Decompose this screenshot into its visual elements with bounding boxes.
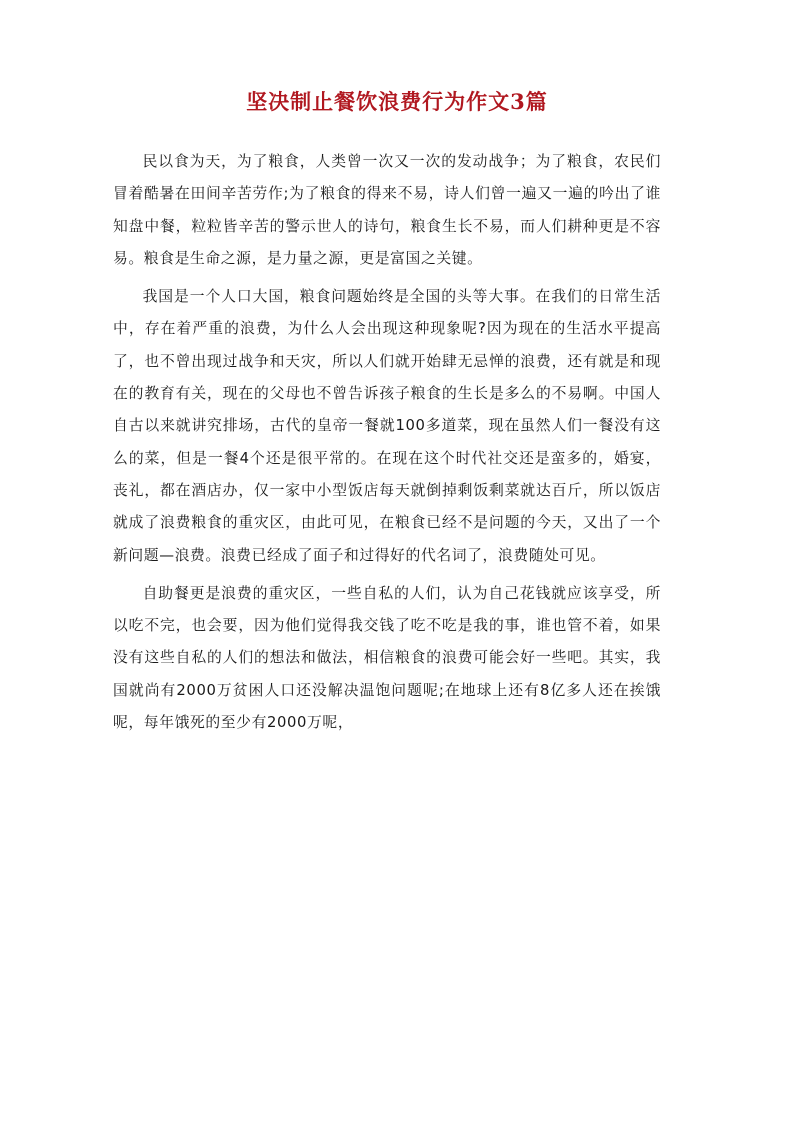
paragraph-3: 自助餐更是浪费的重灾区，一些自私的人们，认为自己花钱就应该享受，所以吃不完，也会要，因为他们觉得我交钱了吃不吃是我的事，谁也管不着，如果没有这些自私的人们的想法和做法，相信粮食的浪费可能会好一些吧。其实，我国就尚有2000万贫困人口还没解决温饱问题呢;在地球上还有8亿多人还在挨饿呢，每年饿死的至少有2000万呢， — [113, 584, 661, 732]
document-title: 坚决制止餐饮浪费行为作文3篇 — [246, 89, 548, 114]
document-body — [113, 146, 661, 745]
paragraph-2: 我国是一个人口大国，粮食问题始终是全国的头等大事。在我们的日常生活中，存在着严重的浪费，为什么人会出现这种现象呢?因为现在的生活水平提高了，也不曾出现过战争和天灾，所以人们就开始肆无忌惮的浪费，还有就是和现在的教育有关，现在的父母也不曾告诉孩子粮食的生长是多么的不易啊。中国人自古以来就讲究排场，古代的皇帝一餐就100多道菜，现在虽然人们一餐没有这么的菜，但是一餐4个还是很平常的。在现在这个时代社交还是蛮多的，婚宴，丧礼，都在酒店办，仅一家中小型饭店每天就倒掉剩饭剩菜就达百斤，所以饭店就成了浪费粮食的重灾区，由此可见，在粮食已经不是问题的今天，又出了一个新问题—浪费。浪费已经成了面子和过得好的代名词了，浪费随处可见。 — [113, 288, 661, 564]
paragraph-1: 民以食为天，为了粮食，人类曾一次又一次的发动战争；为了粮食，农民们冒着酷暑在田间辛苦劳作;为了粮食的得来不易，诗人们曾一遍又一遍的吟出了谁知盘中餐，粒粒皆辛苦的警示世人的诗句，粮食生长不易，而人们耕种更是不容易。粮食是生命之源，是力量之源，更是富国之关键。 — [113, 153, 661, 267]
